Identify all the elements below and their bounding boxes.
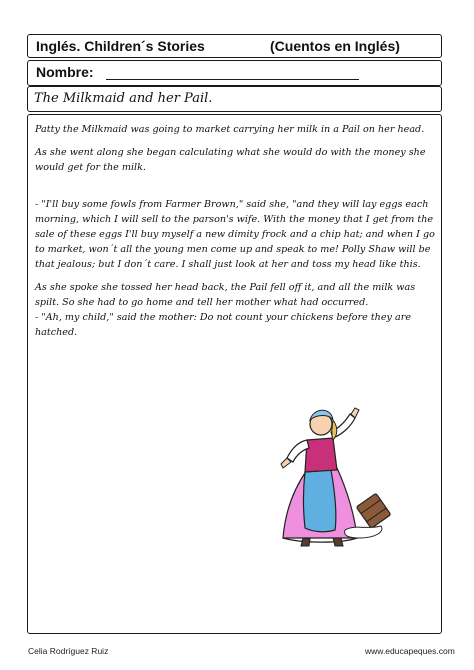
name-blank-line (106, 79, 359, 80)
story-paragraph: Patty the Milkmaid was going to market carrying her milk in a Pail on her head. (35, 124, 425, 135)
story-text (35, 122, 440, 348)
story-paragraph: As she went along she began calculating what she would do with the money she would get for the milk. (35, 147, 426, 173)
story-title-row (27, 86, 442, 112)
story-paragraph: As she spoke she tossed her head back, the Pail fell off it, and all the milk was spilt. So she had to go home and tell her mother what had occurred. (35, 282, 416, 308)
author-credit: Celia Rodríguez Ruiz (28, 646, 109, 656)
name-row (27, 60, 442, 86)
website-link[interactable]: www.educapeques.com (365, 646, 455, 656)
story-paragraph: - "Ah, my child," said the mother: Do not count your chickens before they are hatched. (35, 312, 411, 338)
header-bar (27, 34, 442, 58)
story-paragraph: - "I'll buy some fowls from Farmer Brown," said she, "and they will lay eggs each morning, which I will sell to the parson's wife. With the money that I get from the sale of these eggs I'll buy myself a new dimity frock and a chip hat; and when I go to market, won´t all the young men come up and speak to me! Polly Shaw will be that jealous; but I don´t care. I shall just look at her and toss my head like this. (35, 199, 435, 270)
subject-title: Inglés. Children´s Stories (36, 38, 205, 54)
name-label: Nombre: (36, 64, 94, 80)
milkmaid-illustration (255, 398, 405, 548)
subject-subtitle: (Cuentos en Inglés) (270, 38, 400, 54)
story-title: The Milkmaid and her Pail. (34, 91, 213, 106)
